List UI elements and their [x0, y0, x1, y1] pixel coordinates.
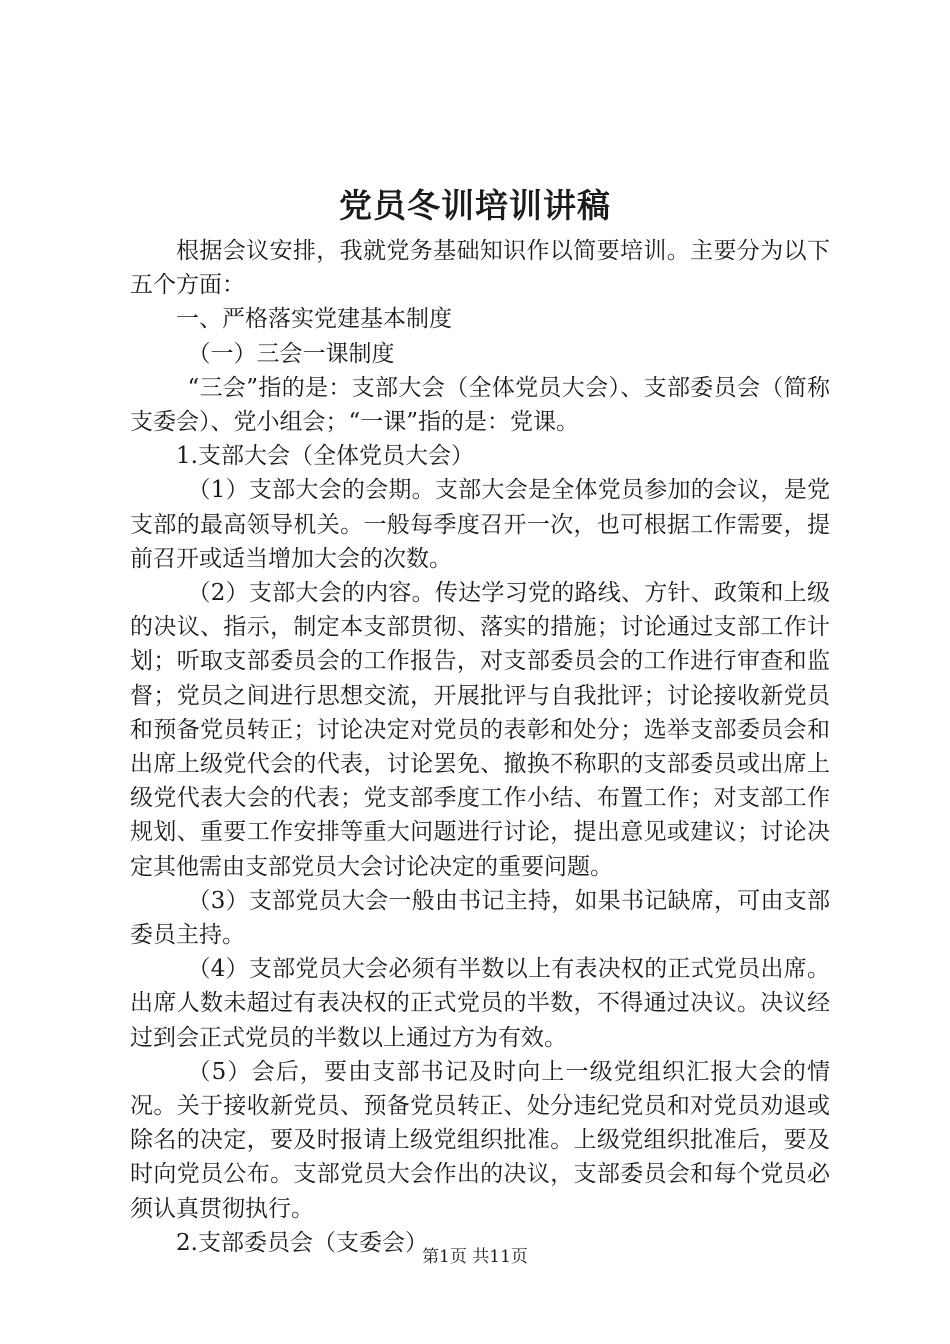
page-number-footer: 第1页 共11页 [422, 1247, 528, 1267]
document-body [130, 234, 830, 1260]
item-heading-2: 2.支部委员会（支委会） [176, 1229, 428, 1256]
document-title: 党员冬训培训讲稿 [339, 186, 611, 225]
body-paragraph: （3）支部党员大会一般由书记主持，如果书记缺席，可由支部委员主持。 [130, 887, 830, 949]
subsection-heading-1: （一）三会一课制度 [187, 340, 395, 367]
definition-paragraph: “三会”指的是：支部大会（全体党员大会）、支部委员会（简称支委会）、党小组会；“一课”指的是：党课。 [130, 374, 830, 436]
item-heading-1: 1.支部大会（全体党员大会） [176, 443, 474, 470]
body-paragraph: （2）支部大会的内容。传达学习党的路线、方针、政策和上级的决议、指示，制定本支部贯彻、落实的措施；讨论通过支部工作计划；听取支部委员会的工作报告，对支部委员会的工作进行审查和监督；党员之间进行思想交流，开展批评与自我批评；讨论接收新党员和预备党员转正；讨论决定对党员的表彰和处分；选举支部委员会和出席上级党代会的代表，讨论罢免、撤换不称职的支部委员或出席上级党代表大会的代表；党支部季度工作小结、布置工作；对支部工作规划、重要工作安排等重大问题进行讨论，提出意见或建议；讨论决定其他需由支部党员大会讨论决定的重要问题。 [130, 580, 830, 880]
body-paragraph: （1）支部大会的会期。支部大会是全体党员参加的会议，是党支部的最高领导机关。一般每季度召开一次，也可根据工作需要，提前召开或适当增加大会的次数。 [130, 477, 830, 572]
section-heading-1: 一、严格落实党建基本制度 [176, 306, 452, 333]
body-paragraph: （5）会后，要由支部书记及时向上一级党组织汇报大会的情况。关于接收新党员、预备党员转正、处分违纪党员和对党员劝退或除名的决定，要及时报请上级党组织批准。上级党组织批准后，要及时向党员公布。支部党员大会作出的决议，支部委员会和每个党员必须认真贯彻执行。 [130, 1058, 830, 1222]
body-paragraph: （4）支部党员大会必须有半数以上有表决权的正式党员出席。出席人数未超过有表决权的正式党员的半数，不得通过决议。决议经过到会正式党员的半数以上通过方为有效。 [130, 956, 830, 1051]
intro-paragraph: 根据会议安排，我就党务基础知识作以简要培训。主要分为以下五个方面： [130, 238, 830, 299]
